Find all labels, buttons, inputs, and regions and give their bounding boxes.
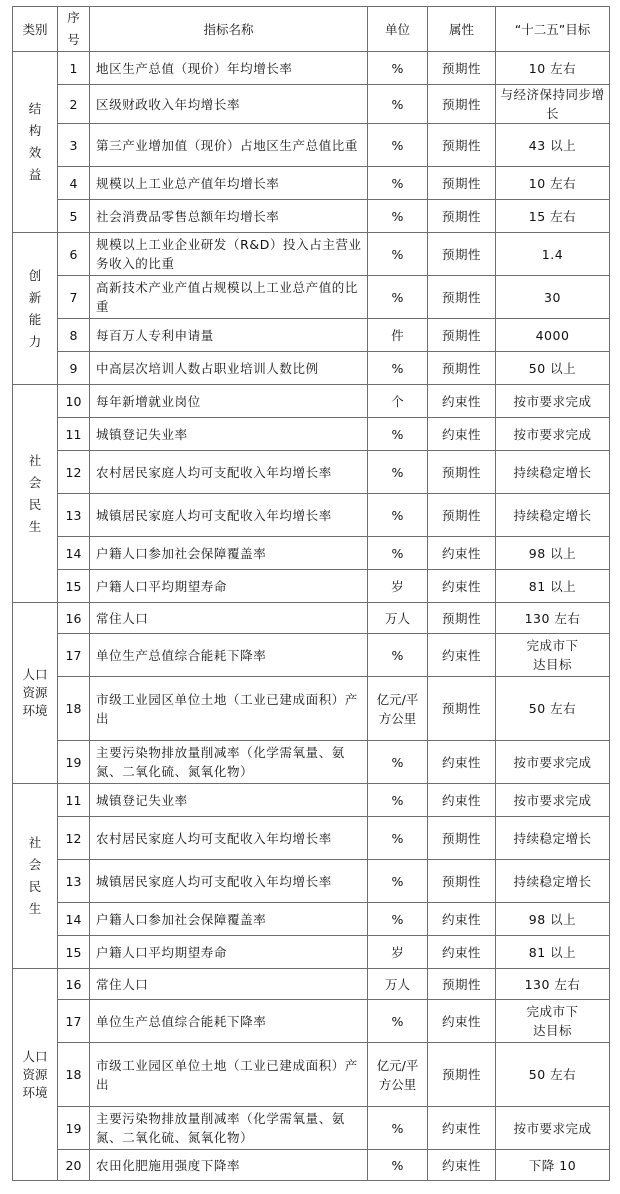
row-unit: % bbox=[368, 167, 428, 200]
row-target: 130 左右 bbox=[496, 969, 610, 1000]
row-attribute: 预期性 bbox=[428, 352, 496, 385]
row-target: 按市要求完成 bbox=[496, 784, 610, 817]
row-unit: % bbox=[368, 1107, 428, 1150]
row-unit: % bbox=[368, 418, 428, 451]
row-unit: % bbox=[368, 784, 428, 817]
row-unit: 亿元/平方公里 bbox=[368, 1043, 428, 1107]
row-attribute: 约束性 bbox=[428, 537, 496, 570]
table-row bbox=[13, 1107, 610, 1150]
row-name: 规模以上工业总产值年均增长率 bbox=[90, 167, 368, 200]
row-unit: % bbox=[368, 817, 428, 860]
row-seq: 1 bbox=[58, 52, 90, 85]
row-unit: % bbox=[368, 860, 428, 903]
row-attribute: 预期性 bbox=[428, 276, 496, 319]
row-target: 81 以上 bbox=[496, 570, 610, 603]
table-row bbox=[13, 603, 610, 634]
row-target: 完成市下达目标 bbox=[496, 634, 610, 677]
row-seq: 17 bbox=[58, 634, 90, 677]
row-name: 地区生产总值（现价）年均增长率 bbox=[90, 52, 368, 85]
table-row bbox=[13, 451, 610, 494]
table-row bbox=[13, 634, 610, 677]
row-seq: 13 bbox=[58, 494, 90, 537]
row-seq: 11 bbox=[58, 418, 90, 451]
table-row bbox=[13, 860, 610, 903]
row-name: 户籍人口平均期望寿命 bbox=[90, 570, 368, 603]
row-unit: 件 bbox=[368, 319, 428, 352]
row-attribute: 预期性 bbox=[428, 200, 496, 233]
row-target: 50 左右 bbox=[496, 1043, 610, 1107]
row-seq: 19 bbox=[58, 1107, 90, 1150]
row-name: 农田化肥施用强度下降率 bbox=[90, 1150, 368, 1181]
row-seq: 6 bbox=[58, 233, 90, 276]
row-unit: % bbox=[368, 494, 428, 537]
row-seq: 16 bbox=[58, 603, 90, 634]
row-attribute: 约束性 bbox=[428, 1000, 496, 1043]
row-seq: 14 bbox=[58, 903, 90, 936]
row-seq: 12 bbox=[58, 817, 90, 860]
row-seq: 18 bbox=[58, 677, 90, 741]
row-unit: 岁 bbox=[368, 936, 428, 969]
row-target: 50 以上 bbox=[496, 352, 610, 385]
indicator-table bbox=[12, 6, 610, 1181]
row-target: 43 以上 bbox=[496, 124, 610, 167]
table-row bbox=[13, 741, 610, 784]
header-seq: 序号 bbox=[58, 7, 90, 52]
category-cell: 社会民生 bbox=[13, 784, 58, 969]
table-row bbox=[13, 124, 610, 167]
row-unit: % bbox=[368, 903, 428, 936]
row-target: 与经济保持同步增长 bbox=[496, 85, 610, 124]
header-attribute: 属性 bbox=[428, 7, 496, 52]
row-unit: % bbox=[368, 85, 428, 124]
row-name: 高新技术产业产值占规模以上工业总产值的比重 bbox=[90, 276, 368, 319]
row-unit: % bbox=[368, 276, 428, 319]
row-name: 城镇登记失业率 bbox=[90, 784, 368, 817]
table-row bbox=[13, 319, 610, 352]
category-cell: 结构效益 bbox=[13, 52, 58, 233]
row-seq: 14 bbox=[58, 537, 90, 570]
table-row bbox=[13, 570, 610, 603]
row-attribute: 预期性 bbox=[428, 969, 496, 1000]
row-seq: 12 bbox=[58, 451, 90, 494]
row-attribute: 预期性 bbox=[428, 603, 496, 634]
row-target: 10 左右 bbox=[496, 52, 610, 85]
row-name: 第三产业增加值（现价）占地区生产总值比重 bbox=[90, 124, 368, 167]
row-unit: % bbox=[368, 634, 428, 677]
row-attribute: 预期性 bbox=[428, 319, 496, 352]
row-target: 30 bbox=[496, 276, 610, 319]
table-row bbox=[13, 276, 610, 319]
row-name: 城镇居民家庭人均可支配收入年均增长率 bbox=[90, 860, 368, 903]
table-row bbox=[13, 903, 610, 936]
row-attribute: 预期性 bbox=[428, 167, 496, 200]
row-attribute: 预期性 bbox=[428, 817, 496, 860]
row-target: 按市要求完成 bbox=[496, 418, 610, 451]
row-name: 每百万人专利申请量 bbox=[90, 319, 368, 352]
row-name: 单位生产总值综合能耗下降率 bbox=[90, 1000, 368, 1043]
table-row bbox=[13, 200, 610, 233]
row-name: 常住人口 bbox=[90, 603, 368, 634]
row-unit: 亿元/平方公里 bbox=[368, 677, 428, 741]
row-attribute: 约束性 bbox=[428, 741, 496, 784]
row-target: 按市要求完成 bbox=[496, 385, 610, 418]
row-seq: 20 bbox=[58, 1150, 90, 1181]
row-attribute: 约束性 bbox=[428, 903, 496, 936]
table-row bbox=[13, 537, 610, 570]
row-name: 农村居民家庭人均可支配收入年均增长率 bbox=[90, 451, 368, 494]
row-name: 市级工业园区单位土地（工业已建成面积）产出 bbox=[90, 1043, 368, 1107]
table-row bbox=[13, 1150, 610, 1181]
row-target: 4000 bbox=[496, 319, 610, 352]
category-cell: 人口资源环境 bbox=[13, 603, 58, 784]
table-row bbox=[13, 85, 610, 124]
table-row bbox=[13, 936, 610, 969]
row-seq: 15 bbox=[58, 936, 90, 969]
row-unit: 万人 bbox=[368, 603, 428, 634]
row-attribute: 约束性 bbox=[428, 784, 496, 817]
row-attribute: 预期性 bbox=[428, 451, 496, 494]
row-attribute: 预期性 bbox=[428, 233, 496, 276]
row-name: 规模以上工业企业研发（R&D）投入占主营业务收入的比重 bbox=[90, 233, 368, 276]
row-attribute: 预期性 bbox=[428, 494, 496, 537]
row-target: 完成市下达目标 bbox=[496, 1000, 610, 1043]
row-seq: 13 bbox=[58, 860, 90, 903]
row-name: 农村居民家庭人均可支配收入年均增长率 bbox=[90, 817, 368, 860]
row-attribute: 预期性 bbox=[428, 52, 496, 85]
row-attribute: 预期性 bbox=[428, 1043, 496, 1107]
row-seq: 11 bbox=[58, 784, 90, 817]
row-seq: 19 bbox=[58, 741, 90, 784]
row-name: 户籍人口参加社会保障覆盖率 bbox=[90, 537, 368, 570]
row-name: 中高层次培训人数占职业培训人数比例 bbox=[90, 352, 368, 385]
row-name: 户籍人口平均期望寿命 bbox=[90, 936, 368, 969]
row-seq: 3 bbox=[58, 124, 90, 167]
row-target: 下降 10 bbox=[496, 1150, 610, 1181]
header-target: “十二五”目标 bbox=[496, 7, 610, 52]
row-target: 98 以上 bbox=[496, 903, 610, 936]
row-attribute: 约束性 bbox=[428, 1150, 496, 1181]
table-row bbox=[13, 352, 610, 385]
row-unit: % bbox=[368, 52, 428, 85]
row-seq: 9 bbox=[58, 352, 90, 385]
row-seq: 5 bbox=[58, 200, 90, 233]
row-seq: 17 bbox=[58, 1000, 90, 1043]
row-name: 主要污染物排放量削减率（化学需氧量、氨氮、二氧化硫、氮氧化物） bbox=[90, 741, 368, 784]
row-name: 常住人口 bbox=[90, 969, 368, 1000]
row-attribute: 约束性 bbox=[428, 634, 496, 677]
row-name: 主要污染物排放量削减率（化学需氧量、氨氮、二氧化硫、氮氧化物） bbox=[90, 1107, 368, 1150]
row-unit: % bbox=[368, 451, 428, 494]
row-unit: % bbox=[368, 1000, 428, 1043]
category-cell: 创新能力 bbox=[13, 233, 58, 385]
category-cell: 人口资源环境 bbox=[13, 969, 58, 1181]
row-target: 130 左右 bbox=[496, 603, 610, 634]
row-target: 15 左右 bbox=[496, 200, 610, 233]
row-unit: % bbox=[368, 124, 428, 167]
row-name: 社会消费品零售总额年均增长率 bbox=[90, 200, 368, 233]
table-row bbox=[13, 418, 610, 451]
row-unit: % bbox=[368, 352, 428, 385]
table-row bbox=[13, 969, 610, 1000]
row-name: 每年新增就业岗位 bbox=[90, 385, 368, 418]
row-unit: % bbox=[368, 233, 428, 276]
header-unit: 单位 bbox=[368, 7, 428, 52]
row-unit: 万人 bbox=[368, 969, 428, 1000]
header-name: 指标名称 bbox=[90, 7, 368, 52]
table-row bbox=[13, 233, 610, 276]
table-row bbox=[13, 1000, 610, 1043]
table-row bbox=[13, 167, 610, 200]
row-seq: 18 bbox=[58, 1043, 90, 1107]
table-row bbox=[13, 52, 610, 85]
header-category: 类别 bbox=[13, 7, 58, 52]
row-unit: 个 bbox=[368, 385, 428, 418]
row-name: 区级财政收入年均增长率 bbox=[90, 85, 368, 124]
row-target: 81 以上 bbox=[496, 936, 610, 969]
row-seq: 8 bbox=[58, 319, 90, 352]
table-row bbox=[13, 494, 610, 537]
row-target: 按市要求完成 bbox=[496, 1107, 610, 1150]
table-row bbox=[13, 677, 610, 741]
row-unit: % bbox=[368, 1150, 428, 1181]
row-unit: % bbox=[368, 537, 428, 570]
row-target: 持续稳定增长 bbox=[496, 494, 610, 537]
table-row bbox=[13, 1043, 610, 1107]
row-unit: % bbox=[368, 200, 428, 233]
row-attribute: 约束性 bbox=[428, 385, 496, 418]
row-unit: % bbox=[368, 741, 428, 784]
row-attribute: 预期性 bbox=[428, 124, 496, 167]
row-seq: 2 bbox=[58, 85, 90, 124]
row-target: 10 左右 bbox=[496, 167, 610, 200]
row-name: 户籍人口参加社会保障覆盖率 bbox=[90, 903, 368, 936]
row-attribute: 预期性 bbox=[428, 860, 496, 903]
row-target: 持续稳定增长 bbox=[496, 817, 610, 860]
row-target: 98 以上 bbox=[496, 537, 610, 570]
row-name: 单位生产总值综合能耗下降率 bbox=[90, 634, 368, 677]
row-target: 持续稳定增长 bbox=[496, 451, 610, 494]
row-attribute: 约束性 bbox=[428, 570, 496, 603]
row-name: 市级工业园区单位土地（工业已建成面积）产出 bbox=[90, 677, 368, 741]
row-attribute: 约束性 bbox=[428, 1107, 496, 1150]
category-cell: 社会民生 bbox=[13, 385, 58, 603]
row-name: 城镇居民家庭人均可支配收入年均增长率 bbox=[90, 494, 368, 537]
table-header-row bbox=[13, 7, 610, 52]
row-unit: 岁 bbox=[368, 570, 428, 603]
row-attribute: 预期性 bbox=[428, 85, 496, 124]
row-target: 持续稳定增长 bbox=[496, 860, 610, 903]
row-target: 50 左右 bbox=[496, 677, 610, 741]
row-seq: 16 bbox=[58, 969, 90, 1000]
row-seq: 10 bbox=[58, 385, 90, 418]
table-row bbox=[13, 784, 610, 817]
row-seq: 7 bbox=[58, 276, 90, 319]
row-attribute: 预期性 bbox=[428, 677, 496, 741]
table-row bbox=[13, 817, 610, 860]
row-attribute: 约束性 bbox=[428, 936, 496, 969]
row-target: 按市要求完成 bbox=[496, 741, 610, 784]
row-target: 1.4 bbox=[496, 233, 610, 276]
row-name: 城镇登记失业率 bbox=[90, 418, 368, 451]
row-seq: 15 bbox=[58, 570, 90, 603]
row-seq: 4 bbox=[58, 167, 90, 200]
row-attribute: 约束性 bbox=[428, 418, 496, 451]
table-row bbox=[13, 385, 610, 418]
